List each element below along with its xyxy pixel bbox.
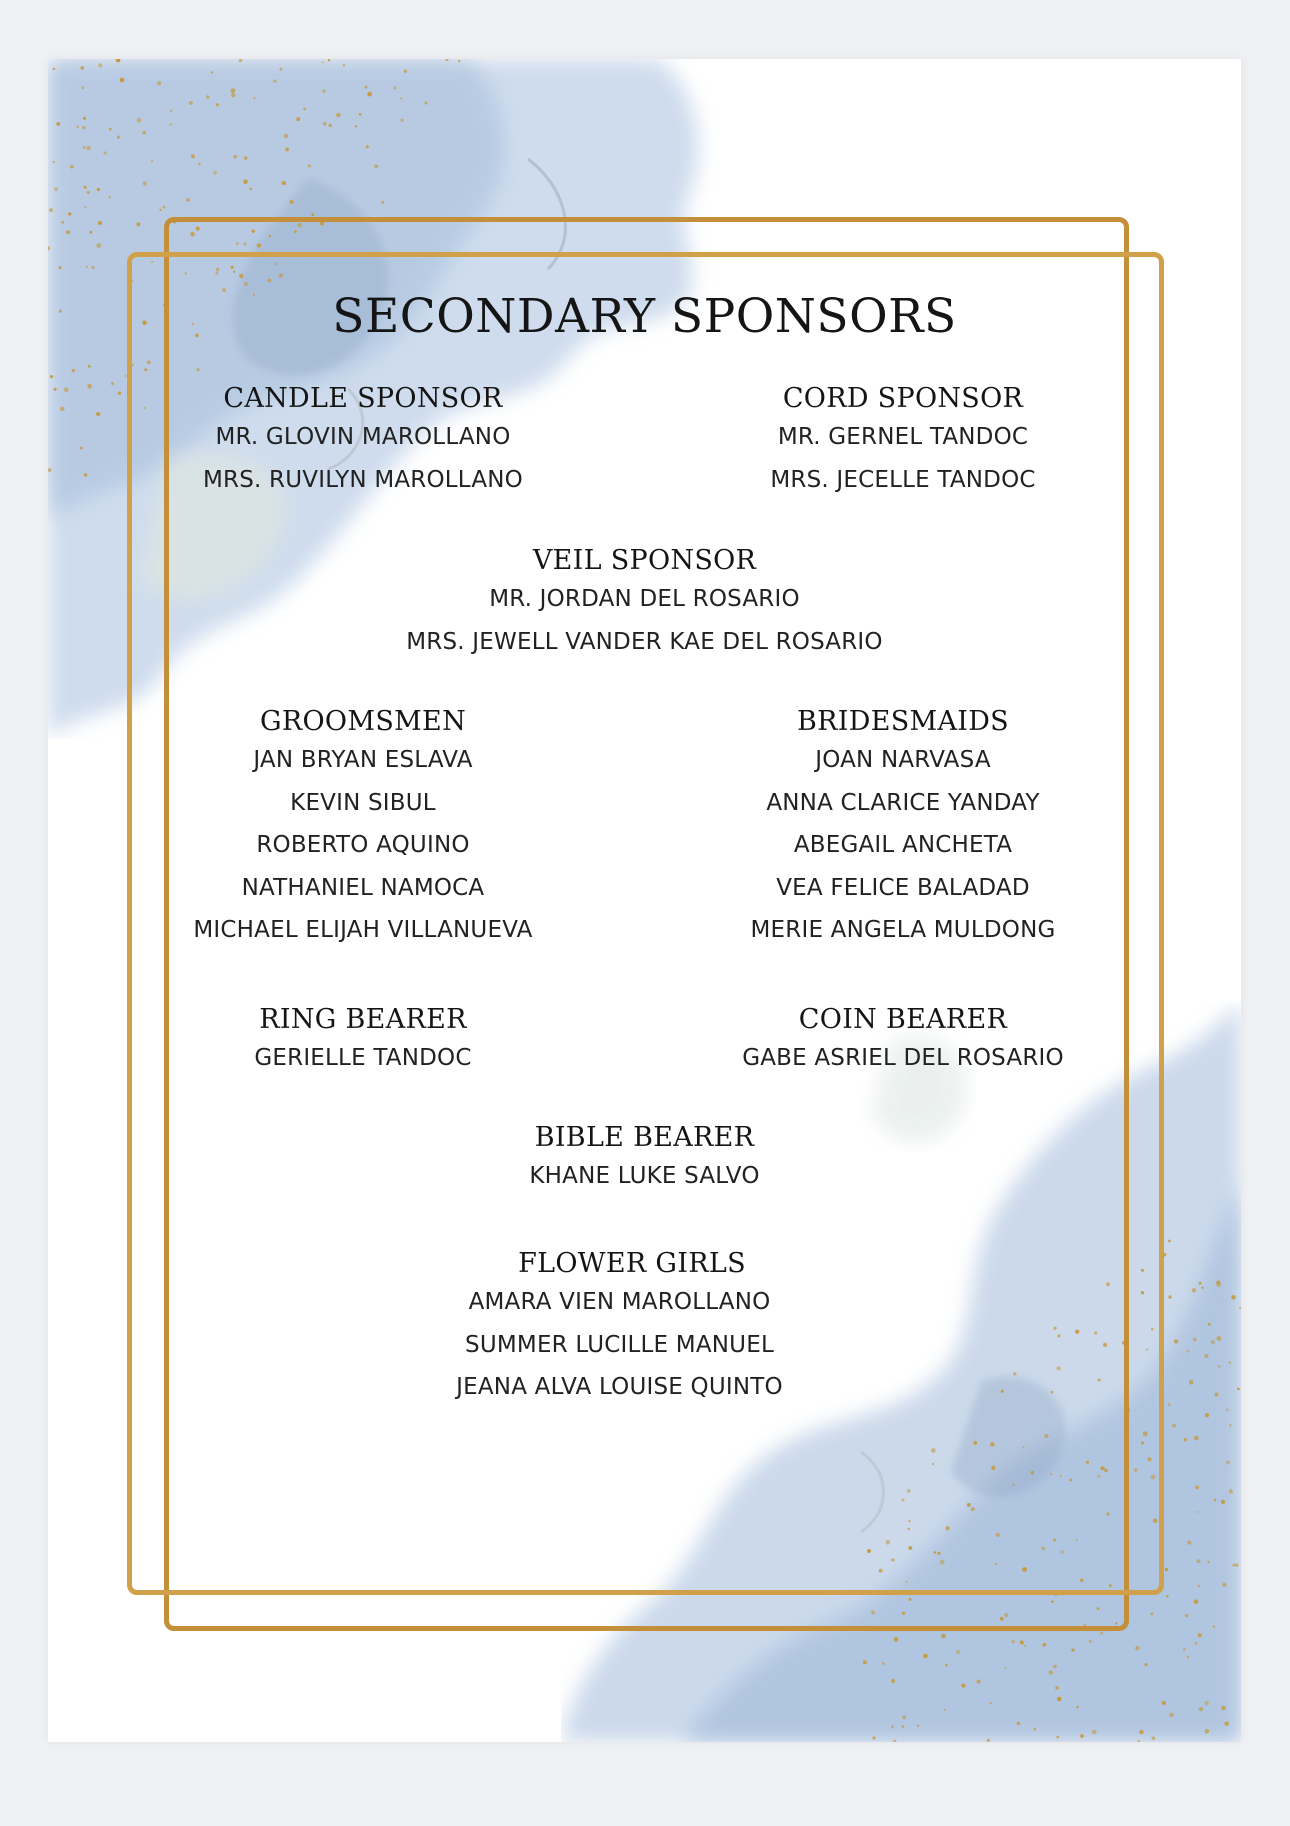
name-item: MICHAEL ELIJAH VILLANUEVA — [193, 917, 533, 943]
section-heading: COIN BEARER — [798, 1004, 1008, 1035]
page-title: SECONDARY SPONSORS — [332, 289, 957, 344]
coin-bearer-section — [688, 1003, 1118, 1080]
ring-bearer-section — [148, 1003, 578, 1080]
name-item: MRS. RUVILYN MAROLLANO — [203, 466, 523, 493]
section-heading: CANDLE SPONSOR — [223, 383, 503, 414]
name-item: ROBERTO AQUINO — [256, 832, 470, 858]
name-item: GABE ASRIEL DEL ROSARIO — [742, 1045, 1064, 1071]
name-item: JEANA ALVA LOUISE QUINTO — [456, 1374, 783, 1400]
name-item: JAN BRYAN ESLAVA — [253, 747, 473, 773]
name-item: ANNA CLARICE YANDAY — [766, 789, 1040, 816]
veil-sponsor-section — [48, 544, 1241, 663]
name-item: MR. JORDAN DEL ROSARIO — [489, 586, 800, 612]
name-item: ABEGAIL ANCHETA — [793, 832, 1013, 858]
groomsmen-section — [148, 705, 578, 952]
name-item: AMARA VIEN MAROLLANO — [468, 1289, 771, 1315]
name-item: MRS. JECELLE TANDOC — [770, 466, 1036, 493]
section-heading: RING BEARER — [259, 1004, 467, 1035]
invitation-page — [48, 59, 1241, 1742]
name-item: MR. GLOVIN MAROLLANO — [215, 424, 511, 450]
section-heading: BRIDESMAIDS — [797, 706, 1009, 737]
name-item: NATHANIEL NAMOCA — [241, 874, 485, 901]
name-item: JOAN NARVASA — [815, 747, 991, 773]
name-item: MERIE ANGELA MULDONG — [750, 917, 1056, 943]
name-item: GERIELLE TANDOC — [254, 1045, 472, 1071]
candle-sponsor-section — [148, 382, 578, 501]
section-heading: CORD SPONSOR — [782, 383, 1024, 414]
name-item: KEVIN SIBUL — [290, 789, 436, 816]
bridesmaids-section — [688, 705, 1118, 952]
name-item: MRS. JEWELL VANDER KAE DEL ROSARIO — [406, 628, 883, 655]
section-heading: BIBLE BEARER — [534, 1122, 755, 1153]
name-item: MR. GERNEL TANDOC — [777, 424, 1029, 450]
section-heading: GROOMSMEN — [260, 706, 466, 737]
flower-girls-section — [48, 1247, 1216, 1409]
bible-bearer-section — [48, 1121, 1241, 1198]
sponsor-content — [48, 59, 1241, 1742]
name-item: VEA FELICE BALADAD — [776, 874, 1030, 901]
cord-sponsor-section — [688, 382, 1118, 501]
name-item: SUMMER LUCILLE MANUEL — [465, 1331, 774, 1358]
section-heading: VEIL SPONSOR — [532, 545, 757, 576]
name-item: KHANE LUKE SALVO — [529, 1163, 760, 1189]
section-heading: FLOWER GIRLS — [518, 1248, 746, 1279]
